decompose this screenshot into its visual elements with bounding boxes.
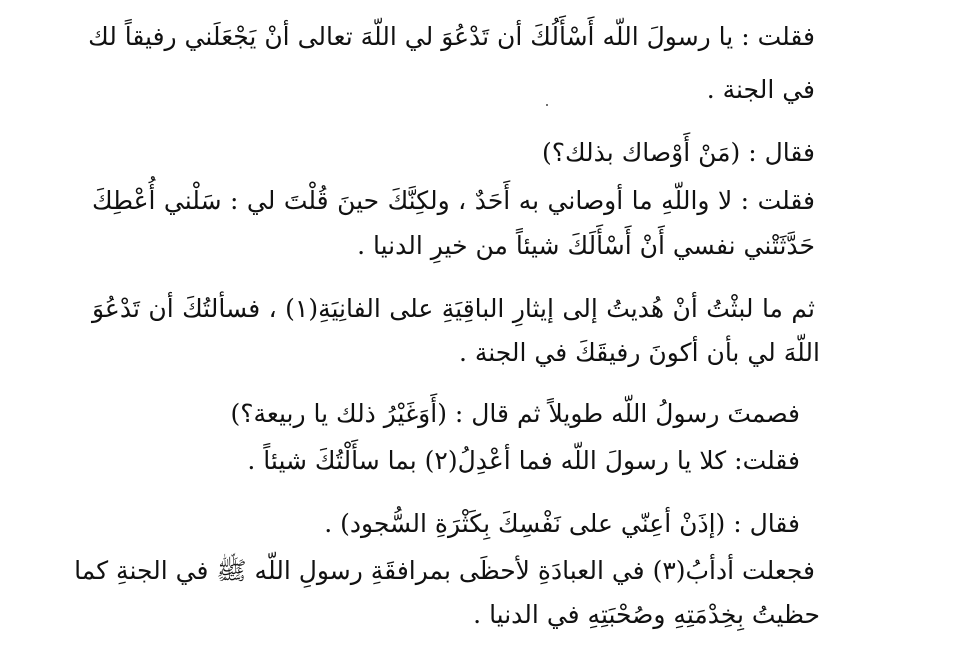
text-line-6: ثم ما لبثْتُ أنْ هُديتُ إلى إيثارِ الباقِيَةِ على الفانِيَةِ(١) ، فسألتُكَ أن تَدْعُوَ bbox=[92, 294, 815, 323]
text-line-9: فقلت: كلا يا رسولَ اللّه فما أعْدِلُ(٢) بما سأَلْتُكَ شيئاً . bbox=[247, 446, 800, 475]
text-line-5: حَدَّثَتْني نفسي أَنْ أَسْأَلَكَ شيئاً من خيرِ الدنيا . bbox=[357, 231, 815, 260]
text-line-7: اللّهَ لي بأن أكونَ رفيقَكَ في الجنة . bbox=[458, 338, 820, 367]
text-line-3: فقال : (مَنْ أَوْصاك بذلك؟) bbox=[541, 138, 815, 167]
text-line-12: حظيتُ بِخِدْمَتِهِ وصُحْبَتِهِ في الدنيا . bbox=[473, 600, 820, 629]
scan-speck bbox=[546, 104, 548, 106]
text-line-11: فجعلت أدأبُ(٣) في العبادَةِ لأحظَى بمرافقَةِ رسولِ اللّه ﷺ في الجنةِ كما bbox=[74, 556, 815, 585]
text-line-10: فقال : (إذَنْ أعِنّي على نَفْسِكَ بِكَثْرَةِ السُّجود) . bbox=[324, 509, 800, 538]
text-line-2: في الجنة . bbox=[706, 75, 815, 104]
text-line-1: فقلت : يا رسولَ اللّه أَسْأَلُكَ أن تَدْعُوَ لي اللّهَ تعالى أنْ يَجْعَلَني رفيقاً لك bbox=[88, 22, 815, 51]
text-line-8: فصمتَ رسولُ اللّه طويلاً ثم قال : (أَوَغَيْرُ ذلك يا ربيعة؟) bbox=[230, 399, 800, 428]
text-line-4: فقلت : لا واللّهِ ما أوصاني به أَحَدٌ ، ولكِنَّكَ حينَ قُلْتَ لي : سَلْني أُعْطِكَ bbox=[92, 186, 815, 215]
